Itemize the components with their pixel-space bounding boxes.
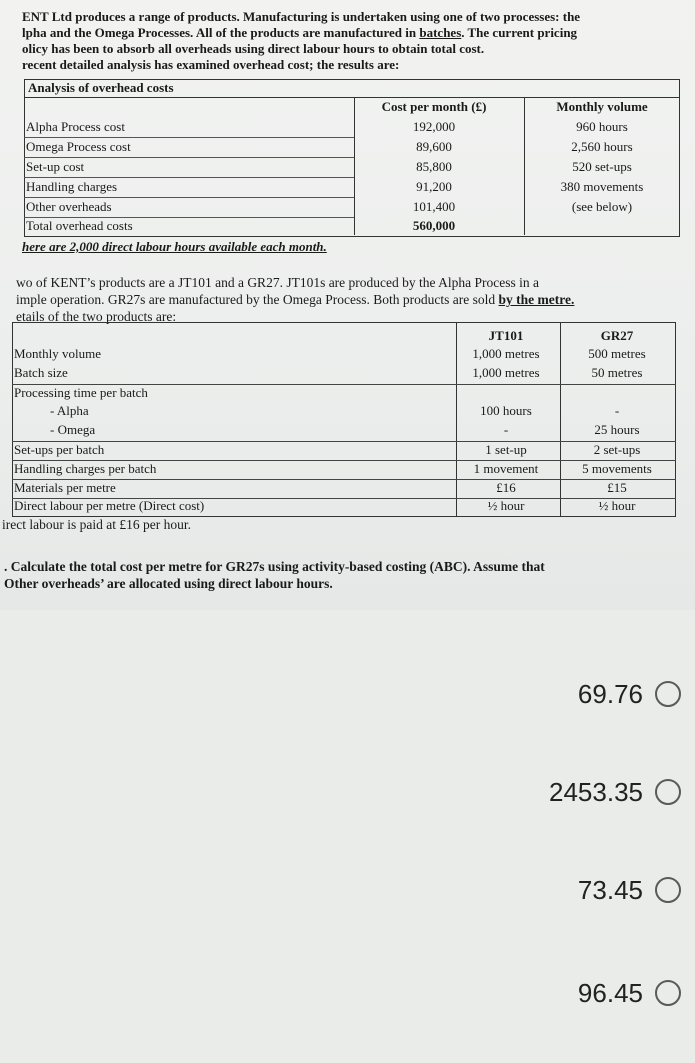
column-header-cost: Cost per month (£): [381, 99, 487, 114]
table-row: Alpha Process cost 192,000 960 hours: [26, 119, 628, 134]
radio-button[interactable]: [655, 877, 681, 903]
table-row: Direct labour per metre (Direct cost) ½ hour ½ hour: [14, 498, 636, 513]
products-paragraph: [16, 274, 676, 325]
intro-line-3: olicy has been to absorb all overheads using direct labour hours to obtain total cost.: [22, 41, 485, 56]
intro-line-4: recent detailed analysis has examined overhead cost; the results are:: [22, 57, 400, 72]
table-row: Materials per metre £16 £15: [14, 480, 627, 495]
labour-rate-note: irect labour is paid at £16 per hour.: [2, 517, 191, 532]
products-line-3: etails of the two products are:: [16, 309, 177, 324]
intro-line-2: lpha and the Omega Processes. All of the products are manufactured in batches. The current pricing: [22, 25, 578, 40]
table-row-total: Total overhead costs 560,000: [26, 218, 456, 233]
answer-option-3[interactable]: [578, 870, 681, 910]
intro-line-1: ENT Ltd produces a range of products. Manufacturing is undertaken using one of two processes: the: [22, 9, 581, 24]
table-row: Processing time per batch: [14, 385, 148, 400]
question-text: . Calculate the total cost per metre for GR27s using activity-based costing (ABC). Assume that Other overheads’ are allocated using direct labour hours.: [4, 559, 545, 591]
answer-option-value: 2453.35: [549, 776, 643, 807]
table-row: Handling charges 91,200 380 movements: [26, 179, 644, 194]
radio-button[interactable]: [655, 980, 681, 1006]
table-row: - Alpha 100 hours -: [50, 403, 620, 418]
table-header-row: [24, 99, 680, 119]
radio-button[interactable]: [655, 779, 681, 805]
table-title: Analysis of overhead costs: [28, 80, 174, 95]
table-row: Monthly volume 1,000 metres 500 metres: [14, 346, 646, 361]
table-row: Set-up cost 85,800 520 set-ups: [26, 159, 632, 174]
column-header-volume: Monthly volume: [556, 99, 648, 114]
answer-option-value: 96.45: [577, 977, 643, 1008]
overhead-costs-table: [24, 79, 680, 237]
table-row: Omega Process cost 89,600 2,560 hours: [26, 139, 633, 154]
answer-option-4[interactable]: [578, 973, 681, 1013]
answer-option-value: 73.45: [577, 874, 643, 905]
intro-paragraph: [22, 9, 682, 73]
products-line-1: wo of KENT’s products are a JT101 and a GR27. JT101s are produced by the Alpha Process in a: [16, 275, 540, 290]
table-row: Other overheads 101,400 (see below): [26, 199, 633, 214]
products-line-2: imple operation. GR27s are manufactured by the Omega Process. Both products are sold by the metre.: [16, 292, 575, 307]
table-row: Handling charges per batch 1 movement 5 movements: [14, 461, 652, 476]
products-table: [12, 322, 676, 517]
table-row: Batch size 1,000 metres 50 metres: [14, 365, 643, 380]
answer-option-1[interactable]: [578, 674, 681, 714]
labour-hours-note: here are 2,000 direct labour hours available each month.: [22, 239, 327, 254]
table-row: - Omega - 25 hours: [50, 422, 640, 437]
column-header-gr27: GR27: [600, 328, 634, 343]
radio-button[interactable]: [655, 681, 681, 707]
table-header-row: [12, 328, 676, 347]
answer-option-2[interactable]: [549, 772, 681, 812]
column-header-jt101: JT101: [488, 328, 524, 343]
table-row: Set-ups per batch 1 set-up 2 set-ups: [14, 442, 641, 457]
answer-option-value: 69.76: [577, 678, 643, 709]
